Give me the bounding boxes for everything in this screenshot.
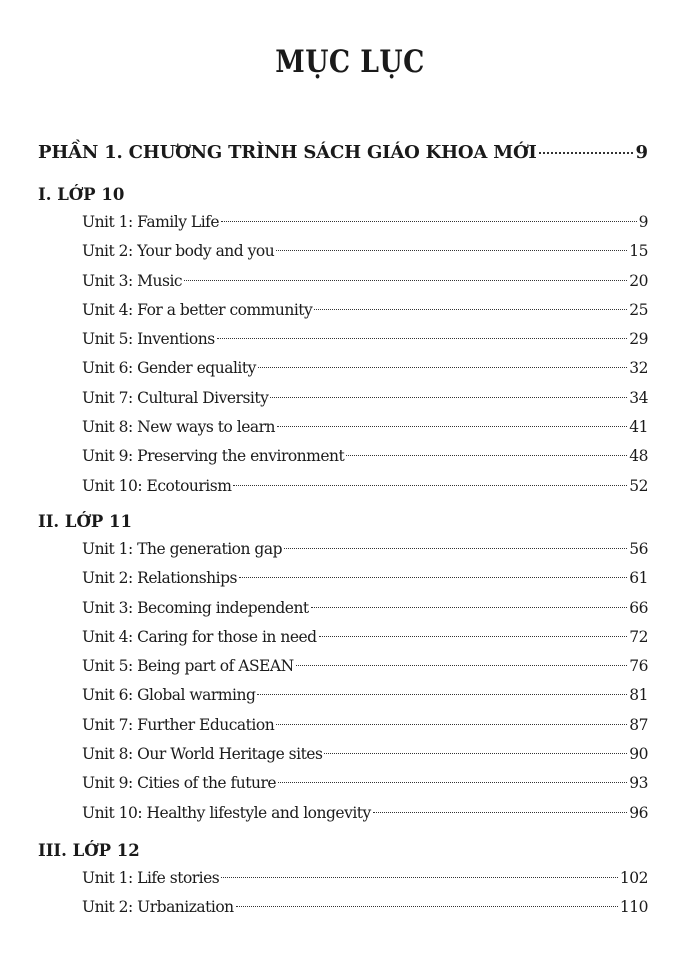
toc-entry-label: Unit 4: For a better community [82,300,313,319]
dot-leader [221,877,618,878]
dot-leader [319,636,628,637]
toc-entry[interactable] [38,711,648,740]
toc-entry-label: Unit 1: Life stories [82,868,220,887]
toc-entry-page: 66 [629,598,648,617]
dot-leader [270,397,627,398]
sections-list [38,182,648,923]
dot-leader [276,724,627,725]
toc-entry-label: Unit 1: The generation gap [82,539,283,558]
toc-entry-page: 102 [619,868,648,887]
toc-entry-page: 76 [629,657,648,676]
toc-entry[interactable] [38,296,648,325]
toc-entry-label: Unit 2: Your body and you [82,242,275,261]
toc-entry-label: Unit 8: New ways to learn [82,418,275,437]
toc-entry-page: 93 [629,774,648,793]
dot-leader [258,367,627,368]
toc-entry-page: 25 [629,300,648,319]
toc-entry[interactable] [38,472,648,501]
toc-entry-label: Unit 5: Inventions [82,330,215,349]
part-1-label: PHẦN 1. CHƯƠNG TRÌNH SÁCH GIÁO KHOA MỚI [38,142,537,163]
section-heading: III. LỚP 12 [38,840,140,860]
toc-entry[interactable] [38,564,648,593]
toc-entry[interactable] [38,681,648,710]
toc-entry-label: Unit 3: Music [82,271,183,290]
toc-entry-page: 72 [629,627,648,646]
dot-leader [278,782,627,783]
toc-entry-page: 61 [629,569,648,588]
toc-entry-label: Unit 2: Urbanization [82,898,234,917]
toc-entry-label: Unit 2: Relationships [82,569,237,588]
dot-leader [314,309,627,310]
toc-entry[interactable] [38,740,648,769]
toc-entry-page: 15 [629,242,648,261]
part-1-page: 9 [635,142,648,163]
section-heading: II. LỚP 11 [38,511,133,531]
dot-leader [221,221,637,222]
toc-entry[interactable] [38,652,648,681]
toc-entry-page: 29 [629,330,648,349]
dot-leader [284,548,627,549]
dot-leader [373,812,627,813]
dot-leader [311,607,628,608]
dot-leader [236,906,618,907]
toc-entry-page: 41 [629,418,648,437]
dot-leader [296,665,628,666]
toc-entry-page: 96 [629,803,648,822]
toc-entry[interactable] [38,864,648,893]
toc-entry-page: 56 [629,539,648,558]
toc-entry-label: Unit 5: Being part of ASEAN [82,657,294,676]
toc-entry-label: Unit 9: Preserving the environment [82,447,345,466]
toc-entry-page: 20 [629,271,648,290]
dot-leader [346,455,627,456]
toc-entry-page: 34 [629,388,648,407]
dot-leader [277,426,627,427]
toc-entry-page: 90 [629,745,648,764]
toc-entry-page: 81 [629,686,648,705]
section-heading: I. LỚP 10 [38,185,125,204]
toc-entry[interactable] [38,237,648,266]
toc-entry[interactable] [38,267,648,296]
dot-leader [539,152,634,154]
toc-entry[interactable] [38,208,648,237]
toc-entry[interactable] [38,325,648,354]
toc-entry-label: Unit 9: Cities of the future [82,774,277,793]
toc-entry[interactable] [38,769,648,798]
toc-entry[interactable] [38,354,648,383]
toc-entry-page: 32 [629,359,648,378]
dot-leader [184,280,627,281]
toc-entry[interactable] [38,893,648,922]
toc-entry-label: Unit 10: Ecotourism [82,476,232,495]
toc-entry[interactable] [38,594,648,623]
toc-entry[interactable] [38,623,648,652]
toc-entry-label: Unit 4: Caring for those in need [82,627,317,646]
toc-entry[interactable] [38,799,648,828]
toc-entry-page: 87 [629,715,648,734]
toc-entry-label: Unit 8: Our World Heritage sites [82,745,323,764]
toc-entry-label: Unit 10: Healthy lifestyle and longevity [82,803,371,822]
toc-entry-page: 110 [619,898,648,917]
toc-entry[interactable] [38,384,648,413]
dot-leader [324,753,627,754]
toc-entry[interactable] [38,535,648,564]
page-title: MỤC LỤC [275,44,425,80]
toc-entry-label: Unit 6: Global warming [82,686,256,705]
toc-entry-label: Unit 6: Gender equality [82,359,256,378]
toc-entry-page: 52 [629,476,648,495]
dot-leader [257,694,627,695]
toc-entry-label: Unit 1: Family Life [82,213,220,231]
dot-leader [217,338,628,339]
part-1-entry[interactable] [38,142,648,170]
toc-entry-label: Unit 3: Becoming independent [82,598,309,617]
toc-entry[interactable] [38,442,648,471]
dot-leader [276,250,627,251]
toc-entry-label: Unit 7: Cultural Diversity [82,388,269,407]
table-of-contents [38,142,648,923]
toc-entry[interactable] [38,413,648,442]
dot-leader [233,485,627,486]
toc-entry-label: Unit 7: Further Education [82,715,275,734]
dot-leader [239,577,627,578]
toc-entry-page: 9 [638,213,648,231]
toc-entry-page: 48 [629,447,648,466]
